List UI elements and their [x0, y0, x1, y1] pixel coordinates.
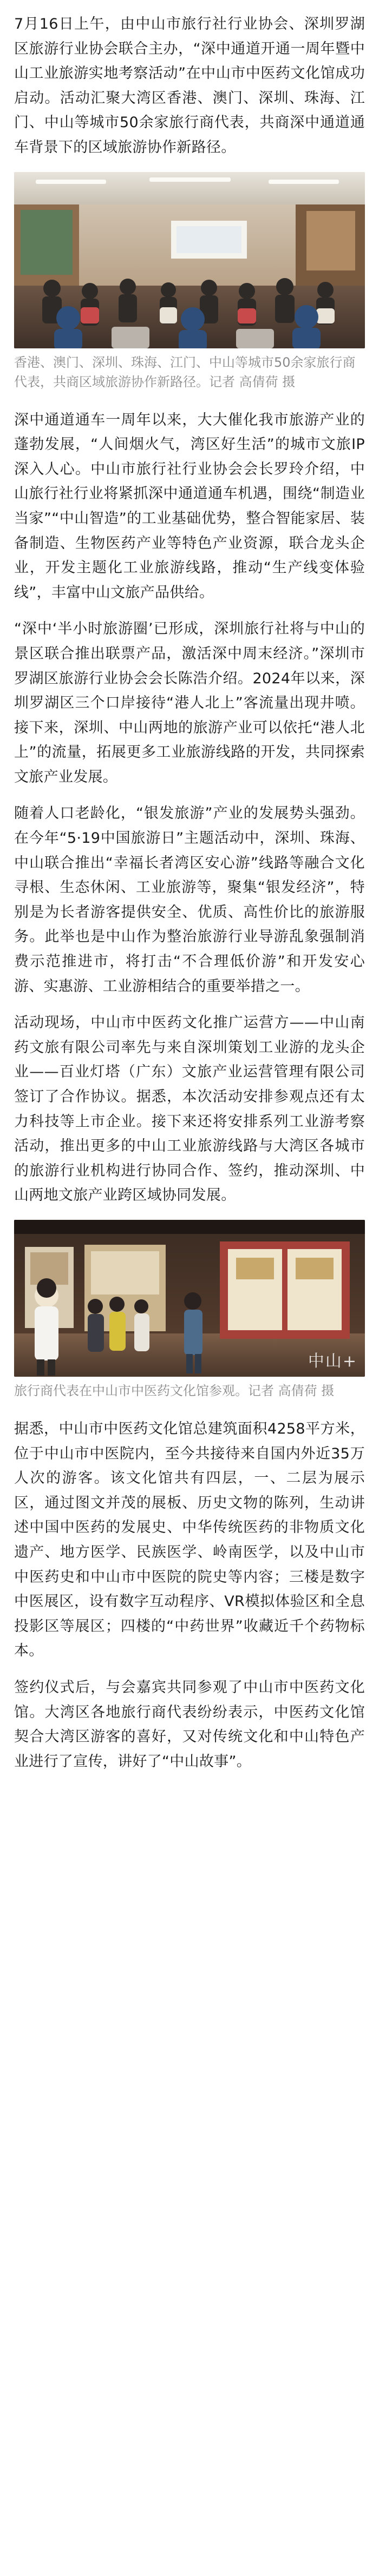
paragraph-closing: 签约仪式后，与会嘉宾共同参观了中山市中医药文化馆。大湾区各地旅行商代表纷纷表示，中医药文化馆契合大湾区游客的喜好，又对传统文化和中山特色产业进行了宣传，讲好了“中山故事”。	[14, 1679, 365, 1770]
photo-caption: 旅行商代表在中山市中医药文化馆参观。记者 高倩荷 摄	[14, 1383, 335, 1398]
paragraph-intro: 7月16日上午，由中山市旅行社行业协会、深圳罗湖区旅游行业协会联合主办，“深中通道开通一周年暨中山工业旅游实地考察活动”在中山市中医药文化馆成功启动。活动汇聚大湾区香港、澳门、深圳、珠海、江门、中山等城市50余家旅行商代表，共商深中通道通车背景下的区域旅游协作新路径。	[14, 16, 365, 156]
meeting-photo	[14, 172, 365, 348]
watermark-logo: 中山+	[308, 1351, 357, 1371]
paragraph-silver-tourism: 随着人口老龄化，“银发旅游”产业的发展势头强劲。在今年“5·19中国旅游日”主题活动中，深圳、珠海、中山联合推出“幸福长者湾区安心游”线路等融合文化寻根、生态休闲、工业旅游等，聚集“银发经济”，特别是为长者游客提供安全、优质、高性价比的旅游服务。此举也是中山作为整治旅游行业导游乱象强制消费示范推进市，将打击“不合理低价游”和开发安心游、实惠游、工业游相结合的重要举措之一。	[14, 805, 365, 995]
museum-photo	[14, 1220, 365, 1377]
meeting-room-image	[14, 172, 365, 348]
paragraph-shenzhen: “深中‘半小时旅游圈’已形成，深圳旅行社将与中山的景区联合推出联票产品，激活深中周末经济。”深圳市罗湖区旅游行业协会会长陈浩介绍。2024年以来，深圳罗湖区三个口岸接待“港人北上”客流量出现井喷。接下来，深圳、中山两地的旅游产业可以依托“港人北上”的流量，拓展更多工业旅游线路的开发，共同探索文旅产业发展。	[14, 620, 365, 785]
paragraph-museum: 据悉，中山市中医药文化馆总建筑面积4258平方米，位于中山市中医院内，至今共接待来自国内外近35万人次的游客。该文化馆共有四层，一、二层为展示区，通过图文并茂的展板、历史文物的陈列，生动讲述中国中医药的发展史、中华传统医药的非物质文化遗产、地方医学、民族医学、岭南医学，以及中山市中医药史和中山市中医院的院史等内容；三楼是数字中医展区，设有数字互动程序、VR模拟体验区和全息投影区等展区；四楼的“中药世界”收藏近千个药物标本。	[14, 1420, 365, 1660]
photo-caption: 香港、澳门、深圳、珠海、江门、中山等城市50余家旅行商代表，共商区域旅游协作新路径。记者 高倩荷 摄	[14, 354, 356, 389]
paragraph-anniversary: 深中通道通车一周年以来，大大催化我市旅游产业的蓬勃发展，“人间烟火气，湾区好生活”的城市文旅IP深入人心。中山市旅行社行业协会会长罗玲介绍，中山旅行社行业将紧抓深中通道通车机遇，围绕“制造业当家”“中山智造”的工业基础优势，整合智能家居、装备制造、生物医药产业等特色产业资源，联合龙头企业，开发主题化工业旅游线路，推动“生产线变体验线”，丰富中山文旅产品供给。	[14, 411, 365, 601]
paragraph-signing: 活动现场，中山市中医药文化推广运营方——中山南药文旅有限公司率先与来自深圳策划工业游的龙头企业——百业灯塔（广东）文旅产业运营管理有限公司签订了合作协议。据悉，本次活动安排参观点还有太力科技等上市企业。接下来还将安排系列工业游考察活动，推出更多的中山工业旅游线路与大湾区各城市的旅游行业机构进行协同合作、签约，推动深圳、中山两地文旅产业跨区域协同发展。	[14, 1014, 365, 1204]
